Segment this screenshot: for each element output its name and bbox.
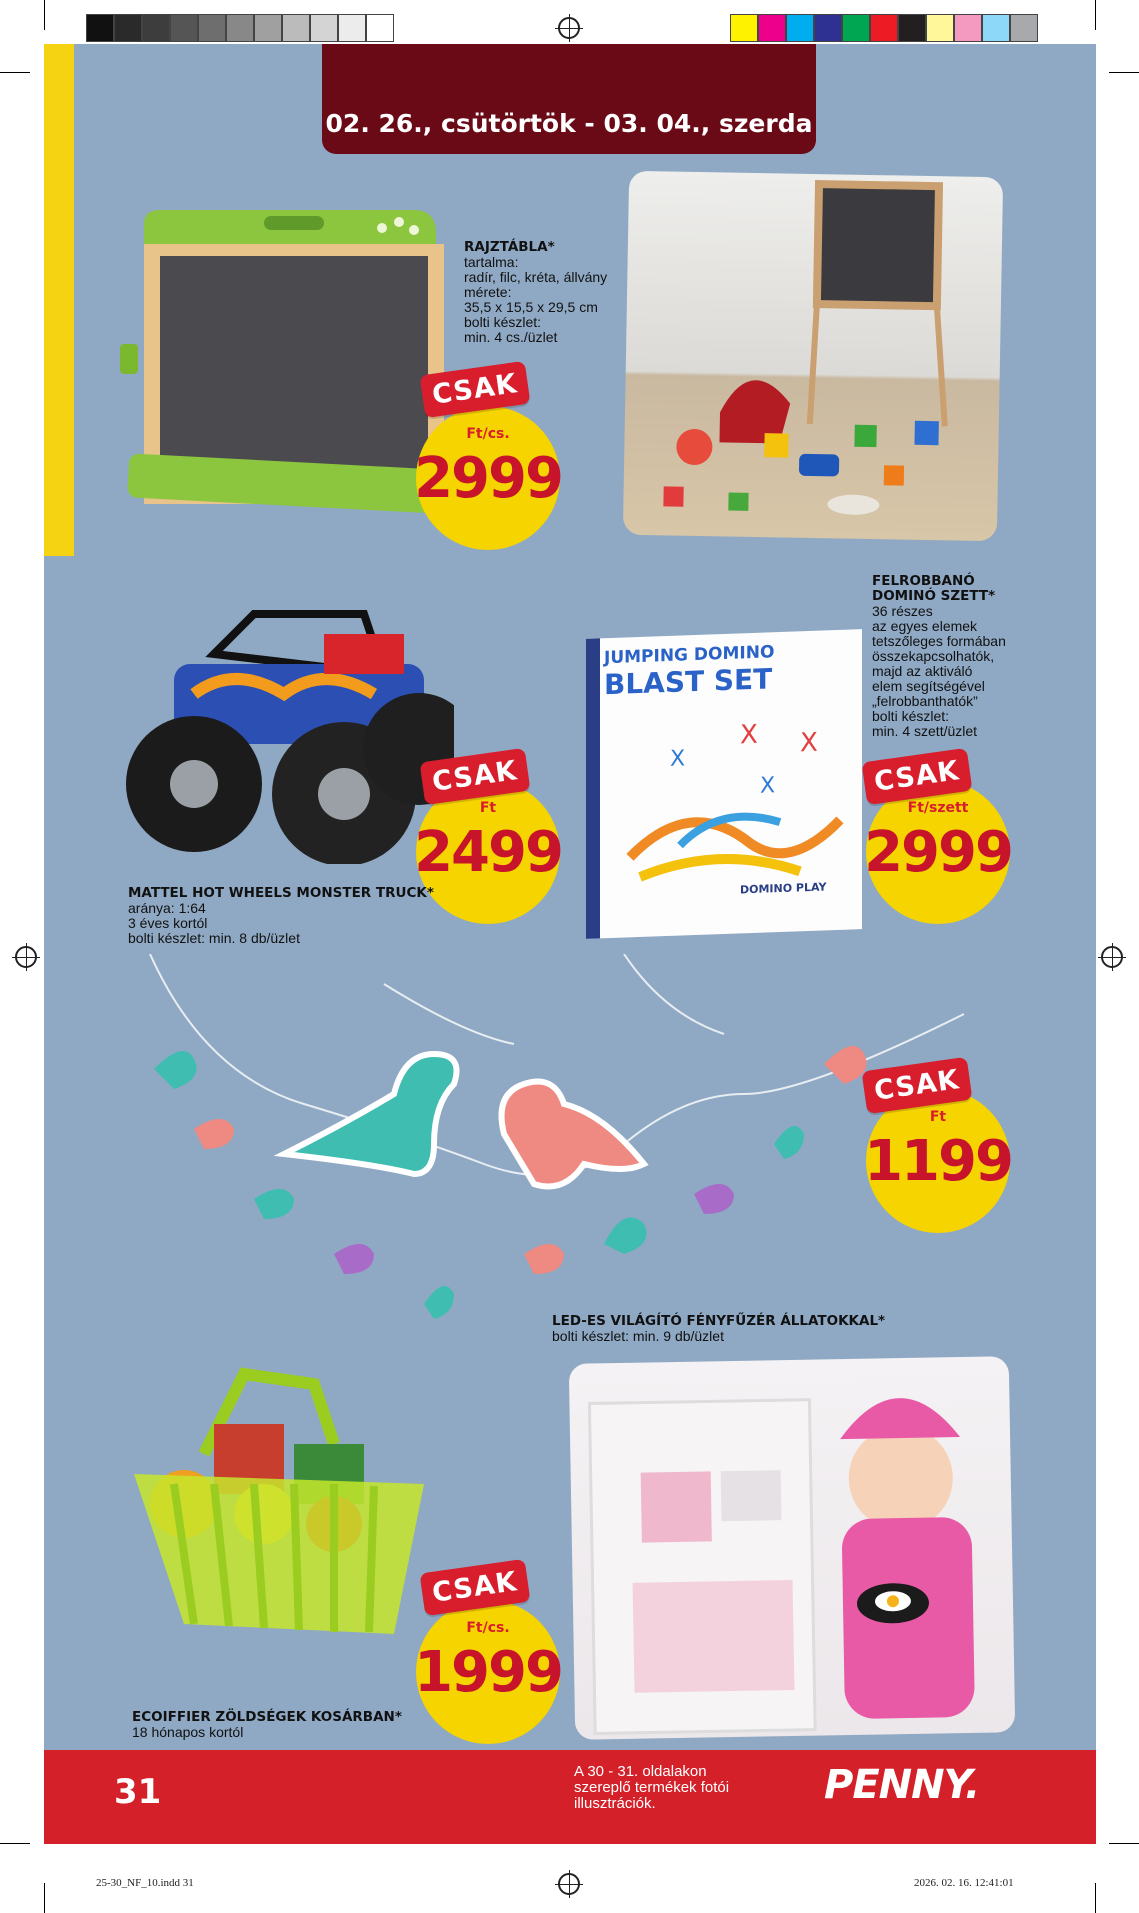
footer-note-line: A 30 - 31. oldalakon: [574, 1763, 707, 1780]
product-detail: aránya: 1:64: [128, 900, 206, 916]
price-value: 2999: [864, 820, 1012, 885]
footer-note: [574, 1764, 729, 1812]
product-detail: 3 éves kortól: [128, 915, 208, 931]
crop-mark: [44, 0, 45, 30]
color-swatch: [954, 14, 982, 42]
svg-text:X: X: [760, 773, 776, 799]
price-value: 1999: [414, 1640, 562, 1705]
crop-mark: [1095, 0, 1096, 30]
color-swatch: [338, 14, 366, 42]
flyer-page: [44, 44, 1096, 1844]
color-swatch: [898, 14, 926, 42]
color-swatch: [814, 14, 842, 42]
price-unit: Ft/cs.: [466, 426, 510, 442]
product-detail: összekapcsolhatók,: [872, 648, 995, 664]
footer-note-line: szereplő termékek fotói: [574, 1779, 730, 1796]
product-title: ECOIFFIER ZÖLDSÉGEK KOSÁRBAN*: [132, 1709, 402, 1725]
crop-mark: [0, 72, 30, 73]
product-detail: bolti készlet: min. 9 db/üzlet: [552, 1328, 724, 1344]
svg-text:X: X: [800, 727, 818, 759]
color-swatch: [142, 14, 170, 42]
product-detail: min. 4 szett/üzlet: [872, 723, 978, 739]
color-swatch: [198, 14, 226, 42]
monster-truck-image[interactable]: [114, 574, 454, 864]
color-swatch: [870, 14, 898, 42]
price-unit: Ft/cs.: [466, 1620, 510, 1636]
side-accent-strip: [44, 44, 74, 556]
color-swatch: [982, 14, 1010, 42]
product-title: LED-ES VILÁGÍTÓ FÉNYFŰZÉR ÁLLATOKKAL*: [552, 1313, 886, 1329]
product-info-vegetable-basket: [132, 1710, 402, 1740]
page-number: 31: [114, 1772, 162, 1812]
color-swatch: [114, 14, 142, 42]
product-detail: bolti készlet:: [872, 708, 950, 724]
registration-mark-icon: [558, 1873, 580, 1895]
color-swatch: [1010, 14, 1038, 42]
registration-mark-icon: [1101, 946, 1123, 968]
domino-illustration: [610, 700, 850, 908]
product-detail: 35,5 x 15,5 x 29,5 cm: [464, 299, 598, 315]
product-detail: tartalma:: [464, 254, 519, 270]
crop-mark: [0, 1843, 30, 1844]
color-swatch: [730, 14, 758, 42]
color-swatch: [86, 14, 114, 42]
svg-text:X: X: [740, 719, 758, 751]
product-detail: az egyes elemek: [872, 618, 978, 634]
slug-timestamp: 2026. 02. 16. 12:41:01: [914, 1877, 1014, 1889]
product-detail: 18 hónapos kortól: [132, 1724, 244, 1740]
process-color-bar: [730, 14, 1038, 42]
box-title: JUMPING DOMINO: [604, 642, 775, 669]
footer: [44, 1750, 1096, 1844]
csak-badge: CSAK: [862, 748, 973, 805]
csak-badge: CSAK: [862, 1057, 973, 1114]
color-swatch: [786, 14, 814, 42]
color-swatch: [310, 14, 338, 42]
domino-box-image[interactable]: [586, 629, 862, 939]
crop-mark: [1109, 1843, 1139, 1844]
product-detail: bolti készlet: min. 8 db/üzlet: [128, 930, 300, 946]
color-swatch: [170, 14, 198, 42]
crop-mark: [1095, 1883, 1096, 1913]
vegetable-basket-image[interactable]: [124, 1364, 444, 1664]
csak-badge: CSAK: [420, 361, 531, 418]
price-value: 2499: [414, 820, 562, 885]
crop-mark: [44, 1883, 45, 1913]
color-swatch: [366, 14, 394, 42]
grayscale-color-bar: [86, 14, 394, 42]
product-detail: elem segítségével: [872, 678, 985, 694]
product-info-monster-truck: [128, 886, 434, 946]
product-info-dino-lights: [552, 1314, 885, 1344]
color-swatch: [254, 14, 282, 42]
penny-logo: PENNY.: [824, 1762, 980, 1808]
price-value: 1199: [864, 1129, 1012, 1194]
product-title: RAJZTÁBLA*: [464, 239, 555, 255]
csak-badge: CSAK: [420, 748, 531, 805]
slug-file: 25-30_NF_10.indd 31: [96, 1877, 194, 1889]
csak-badge: CSAK: [420, 1559, 531, 1616]
footer-note-line: illusztrációk.: [574, 1795, 656, 1812]
girl-cooking-illustration: [569, 1356, 1015, 1740]
product-detail: min. 4 cs./üzlet: [464, 329, 558, 345]
product-title: FELROBBANÓ: [872, 573, 975, 589]
price-circle: [416, 406, 560, 550]
price-unit: Ft/szett: [907, 800, 969, 816]
date-range: 02. 26., csütörtök - 03. 04., szerda: [325, 109, 813, 138]
product-detail: tetszőleges formában: [872, 633, 1006, 649]
product-info-domino: [872, 574, 1006, 739]
price-unit: Ft: [479, 800, 497, 816]
registration-mark-icon: [15, 946, 37, 968]
product-info-chalkboard: [464, 240, 607, 345]
product-detail: „felrobbanthatók”: [872, 693, 978, 709]
price-unit: Ft: [929, 1109, 947, 1125]
svg-text:X: X: [670, 746, 686, 772]
box-caption: DOMINO PLAY: [740, 880, 827, 897]
color-swatch: [842, 14, 870, 42]
product-title: MATTEL HOT WHEELS MONSTER TRUCK*: [128, 885, 434, 901]
crop-mark: [1109, 72, 1139, 73]
date-banner: [322, 44, 816, 154]
product-title: DOMINÓ SZETT*: [872, 588, 996, 604]
product-detail: mérete:: [464, 284, 512, 300]
price-value: 2999: [414, 446, 562, 511]
playroom-photo[interactable]: [623, 171, 1003, 541]
product-detail: radír, filc, kréta, állvány: [464, 269, 608, 285]
product-detail: bolti készlet:: [464, 314, 542, 330]
product-detail: 36 részes: [872, 603, 933, 619]
product-detail: majd az aktiváló: [872, 663, 973, 679]
registration-mark-icon: [558, 17, 580, 39]
box-subtitle: BLAST SET: [604, 662, 773, 702]
price-circle: [416, 1600, 560, 1744]
color-swatch: [758, 14, 786, 42]
color-swatch: [282, 14, 310, 42]
girl-cooking-photo[interactable]: [569, 1356, 1015, 1740]
color-swatch: [226, 14, 254, 42]
color-swatch: [926, 14, 954, 42]
playroom-illustration: [623, 171, 1003, 541]
